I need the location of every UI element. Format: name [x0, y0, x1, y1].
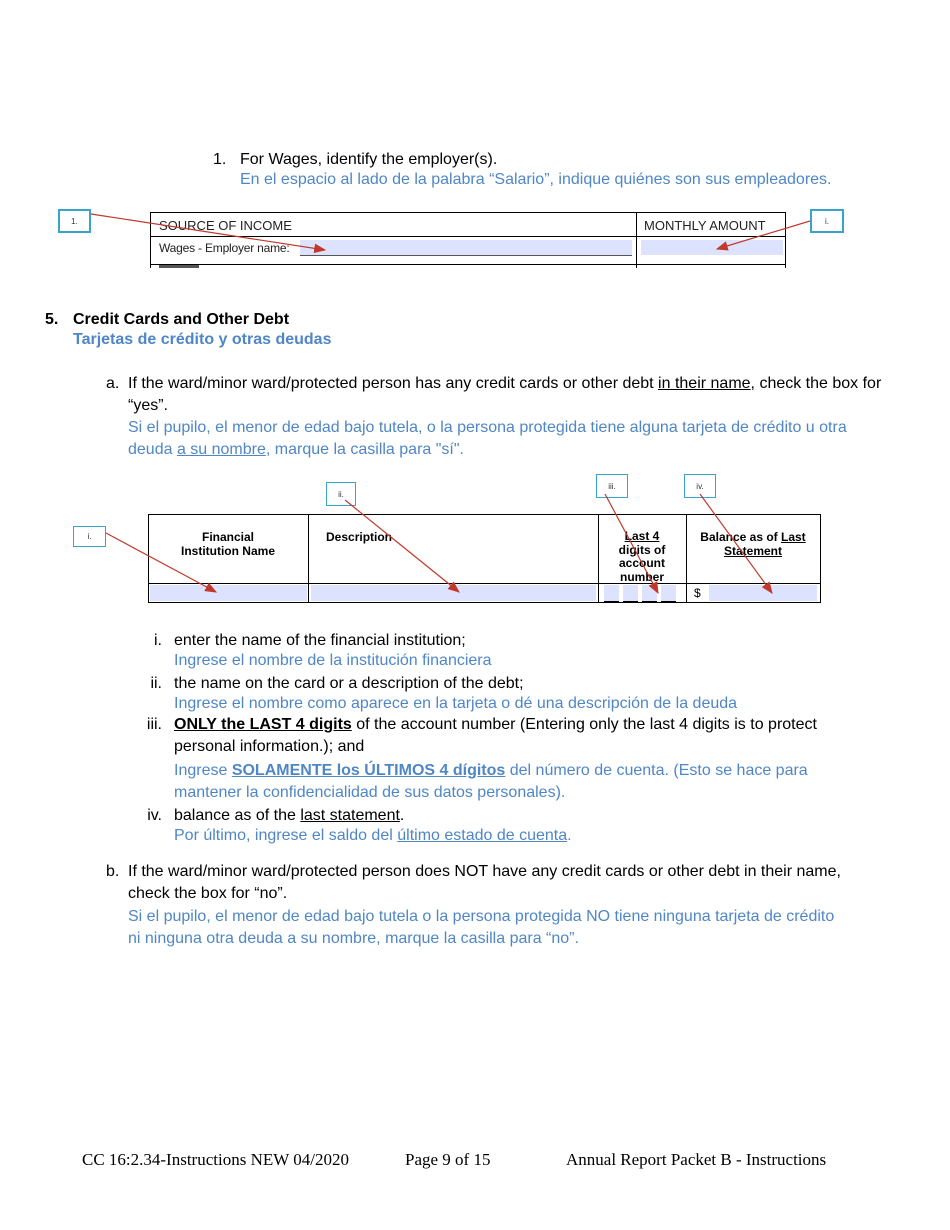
- wages-label: Wages - Employer name:: [159, 241, 290, 255]
- arrow-1: [91, 214, 325, 250]
- col-source-of-income: SOURCE OF INCOME: [159, 218, 292, 233]
- arrow-iii: [605, 494, 658, 593]
- dollar-sign: $: [694, 586, 701, 600]
- callout-i-income: i.: [810, 209, 844, 233]
- step-number: 1.: [213, 151, 227, 168]
- arrow-i-income: [717, 221, 810, 249]
- item-a-text-en: If the ward/minor ward/protected person has any credit cards or other debt in their name, check the box for “yes”.: [128, 375, 882, 414]
- col-description: Description: [326, 530, 393, 544]
- item-b-text-es: Si el pupilo, el menor de edad bajo tutela o la persona protegida NO tiene ninguna tarjeta de crédito ni ninguna otra deuda a su nombre, marque la casilla para “no”.: [128, 908, 835, 947]
- callout-ii: ii.: [326, 482, 356, 506]
- callout-iii: iii.: [596, 474, 628, 498]
- callout-iv: iv.: [684, 474, 716, 498]
- footer-form-id: CC 16:2.34-Instructions NEW 04/2020: [82, 1150, 349, 1169]
- col-monthly-amount: MONTHLY AMOUNT: [644, 218, 766, 233]
- item-b-text-en: If the ward/minor ward/protected person does NOT have any credit cards or other debt in their name, check the box for “no”.: [128, 863, 841, 902]
- section-title-es: Tarjetas de crédito y otras deudas: [73, 331, 332, 348]
- item-b-letter: b.: [106, 863, 120, 880]
- callout-1: 1.: [58, 209, 91, 233]
- col-balance-last-statement: Balance as of Last Statement: [700, 530, 806, 558]
- arrow-ii: [345, 500, 459, 592]
- step-text-en: For Wages, identify the employer(s).: [240, 151, 498, 168]
- callout-i: i.: [73, 526, 106, 547]
- section-number: 5.: [45, 311, 59, 328]
- step-text-es: En el espacio al lado de la palabra “Salario”, indique quiénes son sus empleadores.: [240, 171, 832, 188]
- section-title-en: Credit Cards and Other Debt: [73, 311, 290, 328]
- col-last-4-digits: Last 4 digits of account number: [618, 529, 666, 584]
- col-financial-institution: Financial Institution Name: [180, 530, 275, 558]
- arrow-i: [106, 533, 216, 592]
- arrow-iv: [700, 494, 772, 593]
- footer-title: Annual Report Packet B - Instructions: [566, 1150, 827, 1169]
- footer-page-number: Page 9 of 15: [405, 1150, 491, 1169]
- item-a-letter: a.: [106, 375, 120, 392]
- item-a-text-es: Si el pupilo, el menor de edad bajo tutela, o la persona protegida tiene alguna tarjeta de crédito u otra deuda a su nombre, marque la casilla para "sí".: [128, 419, 847, 458]
